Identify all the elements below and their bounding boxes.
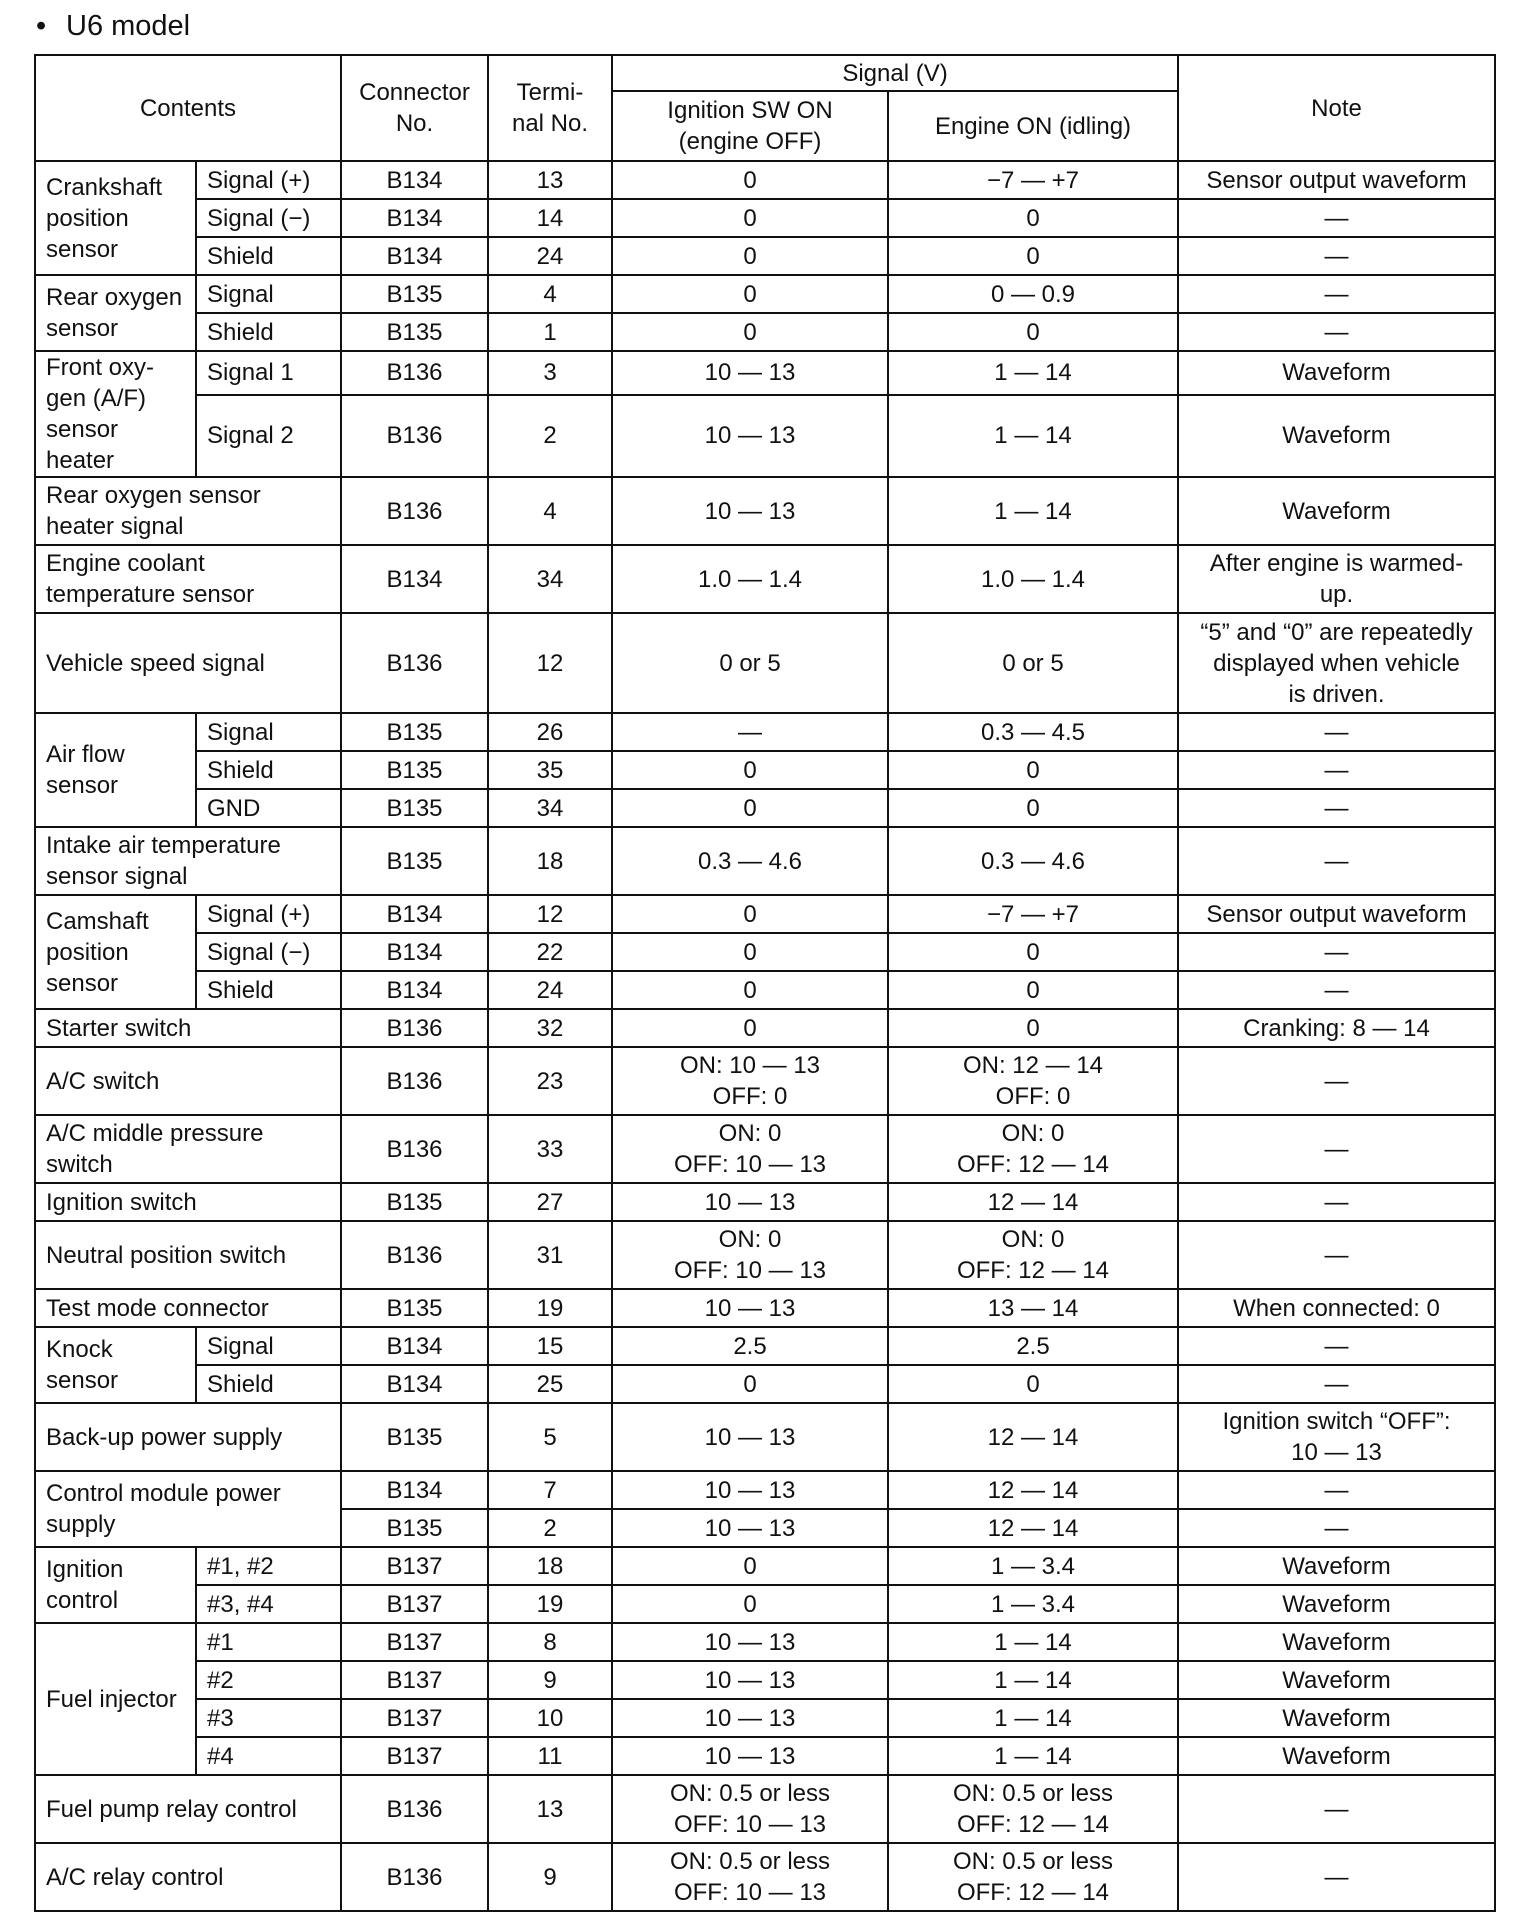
item-subtype: Signal 1 [196, 351, 341, 395]
signal-ign-cell: ON: 10 — 13 OFF: 0 [612, 1047, 888, 1115]
table-row [35, 1403, 1495, 1471]
note-cell: “5” and “0” are repeatedly displayed when vehicle is driven. [1178, 613, 1495, 713]
terminal-cell: 34 [488, 545, 612, 613]
connector-cell: B137 [341, 1737, 488, 1775]
signal-engine-cell: 2.5 [888, 1327, 1178, 1365]
signal-engine-cell: 12 — 14 [888, 1403, 1178, 1471]
item-name: Air flow sensor [35, 713, 196, 827]
table-row [35, 1047, 1495, 1115]
table-row [35, 613, 1495, 713]
note-cell: Waveform [1178, 1585, 1495, 1623]
item-subtype: Signal 2 [196, 395, 341, 477]
terminal-cell: 35 [488, 751, 612, 789]
table-body [35, 161, 1495, 1911]
item-name: Crankshaft position sensor [35, 161, 196, 275]
terminal-cell: 24 [488, 971, 612, 1009]
table-row [35, 713, 1495, 751]
signal-engine-cell: 1 — 14 [888, 351, 1178, 395]
signal-engine-cell: 0 [888, 199, 1178, 237]
connector-cell: B135 [341, 313, 488, 351]
connector-cell: B136 [341, 1047, 488, 1115]
signal-ign-cell: ON: 0.5 or less OFF: 10 — 13 [612, 1775, 888, 1843]
signal-ign-cell: 10 — 13 [612, 1737, 888, 1775]
table-row [35, 351, 1495, 395]
table-header [35, 55, 1495, 161]
table-row [35, 1585, 1495, 1623]
connector-cell: B135 [341, 275, 488, 313]
item-name: Fuel injector [35, 1623, 196, 1775]
signal-ign-cell: 10 — 13 [612, 1289, 888, 1327]
signal-table [34, 54, 1496, 1912]
item-subtype: Shield [196, 313, 341, 351]
terminal-cell: 2 [488, 1509, 612, 1547]
signal-ign-cell: 2.5 [612, 1327, 888, 1365]
item-name: Front oxy- gen (A/F) sensor heater [35, 351, 196, 477]
table-row [35, 1221, 1495, 1289]
signal-engine-cell: ON: 0 OFF: 12 — 14 [888, 1115, 1178, 1183]
header-terminal: Termi- nal No. [488, 55, 612, 161]
item-subtype: #1 [196, 1623, 341, 1661]
signal-ign-cell: 0 [612, 751, 888, 789]
item-name: Rear oxygen sensor heater signal [35, 477, 341, 545]
note-cell: — [1178, 971, 1495, 1009]
item-name: Ignition switch [35, 1183, 341, 1221]
connector-cell: B135 [341, 751, 488, 789]
signal-ign-cell: 0 [612, 237, 888, 275]
signal-engine-cell: 1 — 14 [888, 395, 1178, 477]
signal-ign-cell: — [612, 713, 888, 751]
signal-ign-cell: 0 [612, 1009, 888, 1047]
signal-engine-cell: 1 — 14 [888, 1623, 1178, 1661]
signal-engine-cell: 1 — 3.4 [888, 1547, 1178, 1585]
signal-ign-cell: 10 — 13 [612, 1509, 888, 1547]
note-cell: — [1178, 933, 1495, 971]
connector-cell: B134 [341, 895, 488, 933]
note-cell: Waveform [1178, 1661, 1495, 1699]
table-row [35, 1115, 1495, 1183]
item-subtype: #3 [196, 1699, 341, 1737]
signal-engine-cell: 0 [888, 1365, 1178, 1403]
signal-ign-cell: ON: 0.5 or less OFF: 10 — 13 [612, 1843, 888, 1911]
table-row [35, 275, 1495, 313]
signal-engine-cell: 1 — 14 [888, 1699, 1178, 1737]
note-cell: — [1178, 1183, 1495, 1221]
item-name: Engine coolant temperature sensor [35, 545, 341, 613]
terminal-cell: 1 [488, 313, 612, 351]
table-row [35, 789, 1495, 827]
terminal-cell: 33 [488, 1115, 612, 1183]
signal-ign-cell: 0 [612, 1547, 888, 1585]
signal-engine-cell: 12 — 14 [888, 1509, 1178, 1547]
header-ignition-sw-on: Ignition SW ON (engine OFF) [612, 91, 888, 161]
connector-cell: B137 [341, 1585, 488, 1623]
terminal-cell: 18 [488, 1547, 612, 1585]
note-cell: Waveform [1178, 351, 1495, 395]
terminal-cell: 7 [488, 1471, 612, 1509]
item-subtype: #2 [196, 1661, 341, 1699]
signal-engine-cell: 0 [888, 933, 1178, 971]
signal-ign-cell: 10 — 13 [612, 1661, 888, 1699]
note-cell: Waveform [1178, 1737, 1495, 1775]
table-row [35, 933, 1495, 971]
item-name: Control module power supply [35, 1471, 341, 1547]
terminal-cell: 12 [488, 895, 612, 933]
connector-cell: B134 [341, 161, 488, 199]
note-cell: — [1178, 1365, 1495, 1403]
signal-ign-cell: 10 — 13 [612, 1471, 888, 1509]
note-cell: When connected: 0 [1178, 1289, 1495, 1327]
signal-ign-cell: 0 [612, 895, 888, 933]
terminal-cell: 31 [488, 1221, 612, 1289]
item-subtype: GND [196, 789, 341, 827]
item-name: Ignition control [35, 1547, 196, 1623]
signal-engine-cell: 0 [888, 789, 1178, 827]
terminal-cell: 19 [488, 1289, 612, 1327]
table-row [35, 971, 1495, 1009]
signal-engine-cell: −7 — +7 [888, 161, 1178, 199]
item-name: Neutral position switch [35, 1221, 341, 1289]
note-cell: Ignition switch “OFF”: 10 — 13 [1178, 1403, 1495, 1471]
connector-cell: B134 [341, 1365, 488, 1403]
item-name: Intake air temperature sensor signal [35, 827, 341, 895]
item-subtype: Signal (+) [196, 161, 341, 199]
connector-cell: B134 [341, 199, 488, 237]
note-cell: — [1178, 1115, 1495, 1183]
connector-cell: B135 [341, 713, 488, 751]
signal-engine-cell: ON: 12 — 14 OFF: 0 [888, 1047, 1178, 1115]
terminal-cell: 18 [488, 827, 612, 895]
table-row [35, 1547, 1495, 1585]
note-cell: Waveform [1178, 477, 1495, 545]
note-cell: — [1178, 1221, 1495, 1289]
table-row [35, 1699, 1495, 1737]
connector-cell: B135 [341, 1403, 488, 1471]
signal-ign-cell: ON: 0 OFF: 10 — 13 [612, 1221, 888, 1289]
terminal-cell: 8 [488, 1623, 612, 1661]
terminal-cell: 12 [488, 613, 612, 713]
signal-engine-cell: 0 [888, 751, 1178, 789]
signal-engine-cell: 0 [888, 971, 1178, 1009]
note-cell: Waveform [1178, 1547, 1495, 1585]
signal-engine-cell: 0 [888, 237, 1178, 275]
item-name: Starter switch [35, 1009, 341, 1047]
signal-engine-cell: 12 — 14 [888, 1183, 1178, 1221]
table-row [35, 199, 1495, 237]
connector-cell: B135 [341, 1289, 488, 1327]
signal-ign-cell: 10 — 13 [612, 395, 888, 477]
table-row [35, 313, 1495, 351]
signal-engine-cell: 13 — 14 [888, 1289, 1178, 1327]
signal-engine-cell: 1 — 14 [888, 1737, 1178, 1775]
note-cell: — [1178, 1843, 1495, 1911]
note-cell: — [1178, 827, 1495, 895]
note-cell: — [1178, 199, 1495, 237]
signal-engine-cell: ON: 0 OFF: 12 — 14 [888, 1221, 1178, 1289]
signal-engine-cell: 0 [888, 313, 1178, 351]
signal-engine-cell: 1.0 — 1.4 [888, 545, 1178, 613]
table-row [35, 545, 1495, 613]
terminal-cell: 32 [488, 1009, 612, 1047]
note-cell: — [1178, 751, 1495, 789]
connector-cell: B137 [341, 1623, 488, 1661]
note-cell: Sensor output waveform [1178, 161, 1495, 199]
signal-ign-cell: 0 [612, 1585, 888, 1623]
connector-cell: B135 [341, 1183, 488, 1221]
item-subtype: Shield [196, 237, 341, 275]
item-subtype: Signal (−) [196, 199, 341, 237]
item-subtype: Shield [196, 1365, 341, 1403]
connector-cell: B134 [341, 971, 488, 1009]
table-row [35, 1327, 1495, 1365]
table-row [35, 895, 1495, 933]
item-subtype: Signal [196, 713, 341, 751]
item-subtype: Shield [196, 971, 341, 1009]
terminal-cell: 19 [488, 1585, 612, 1623]
terminal-cell: 4 [488, 275, 612, 313]
terminal-cell: 24 [488, 237, 612, 275]
connector-cell: B136 [341, 1009, 488, 1047]
signal-ign-cell: 0.3 — 4.6 [612, 827, 888, 895]
table-row [35, 1289, 1495, 1327]
signal-ign-cell: ON: 0 OFF: 10 — 13 [612, 1115, 888, 1183]
connector-cell: B135 [341, 827, 488, 895]
item-name: Back-up power supply [35, 1403, 341, 1471]
note-cell: — [1178, 237, 1495, 275]
connector-cell: B136 [341, 1843, 488, 1911]
item-subtype: #4 [196, 1737, 341, 1775]
terminal-cell: 5 [488, 1403, 612, 1471]
header-connector: Connector No. [341, 55, 488, 161]
heading-text: U6 model [66, 10, 191, 42]
terminal-cell: 2 [488, 395, 612, 477]
signal-ign-cell: 10 — 13 [612, 1623, 888, 1661]
item-name: Vehicle speed signal [35, 613, 341, 713]
item-subtype: Signal [196, 275, 341, 313]
signal-ign-cell: 10 — 13 [612, 1403, 888, 1471]
signal-ign-cell: 0 [612, 971, 888, 1009]
item-subtype: Shield [196, 751, 341, 789]
note-cell: — [1178, 713, 1495, 751]
terminal-cell: 3 [488, 351, 612, 395]
signal-ign-cell: 0 or 5 [612, 613, 888, 713]
note-cell: — [1178, 313, 1495, 351]
table-row [35, 1183, 1495, 1221]
terminal-cell: 4 [488, 477, 612, 545]
item-name: Test mode connector [35, 1289, 341, 1327]
table-row [35, 1737, 1495, 1775]
terminal-cell: 22 [488, 933, 612, 971]
connector-cell: B134 [341, 237, 488, 275]
bullet-icon: • [36, 10, 47, 42]
connector-cell: B134 [341, 933, 488, 971]
connector-cell: B136 [341, 477, 488, 545]
connector-cell: B135 [341, 789, 488, 827]
terminal-cell: 15 [488, 1327, 612, 1365]
signal-ign-cell: 10 — 13 [612, 477, 888, 545]
item-name: Fuel pump relay control [35, 1775, 341, 1843]
note-cell: Cranking: 8 — 14 [1178, 1009, 1495, 1047]
header-note: Note [1178, 55, 1495, 161]
terminal-cell: 13 [488, 1775, 612, 1843]
table-row [35, 395, 1495, 477]
signal-engine-cell: ON: 0.5 or less OFF: 12 — 14 [888, 1843, 1178, 1911]
note-cell: — [1178, 1775, 1495, 1843]
table-row [35, 1009, 1495, 1047]
connector-cell: B136 [341, 1775, 488, 1843]
signal-ign-cell: 0 [612, 933, 888, 971]
signal-engine-cell: 0 — 0.9 [888, 275, 1178, 313]
connector-cell: B134 [341, 1471, 488, 1509]
note-cell: Waveform [1178, 1699, 1495, 1737]
signal-ign-cell: 10 — 13 [612, 351, 888, 395]
signal-engine-cell: 0.3 — 4.6 [888, 827, 1178, 895]
connector-cell: B137 [341, 1547, 488, 1585]
note-cell: Sensor output waveform [1178, 895, 1495, 933]
connector-cell: B137 [341, 1661, 488, 1699]
note-cell: Waveform [1178, 395, 1495, 477]
connector-cell: B136 [341, 1115, 488, 1183]
terminal-cell: 11 [488, 1737, 612, 1775]
section-heading [36, 6, 190, 46]
connector-cell: B136 [341, 613, 488, 713]
table-row [35, 237, 1495, 275]
item-subtype: #1, #2 [196, 1547, 341, 1585]
item-subtype: #3, #4 [196, 1585, 341, 1623]
item-name: A/C switch [35, 1047, 341, 1115]
connector-cell: B136 [341, 395, 488, 477]
connector-cell: B136 [341, 351, 488, 395]
connector-cell: B136 [341, 1221, 488, 1289]
table-row [35, 477, 1495, 545]
header-contents: Contents [35, 55, 341, 161]
item-name: A/C middle pressure switch [35, 1115, 341, 1183]
note-cell: After engine is warmed- up. [1178, 545, 1495, 613]
signal-ign-cell: 0 [612, 275, 888, 313]
terminal-cell: 25 [488, 1365, 612, 1403]
table-row [35, 161, 1495, 199]
item-subtype: Signal (+) [196, 895, 341, 933]
signal-engine-cell: 0 [888, 1009, 1178, 1047]
note-cell: Waveform [1178, 1623, 1495, 1661]
table-row [35, 751, 1495, 789]
note-cell: — [1178, 1327, 1495, 1365]
table-row [35, 1365, 1495, 1403]
signal-ign-cell: 0 [612, 1365, 888, 1403]
note-cell: — [1178, 1471, 1495, 1509]
item-name: Knock sensor [35, 1327, 196, 1403]
table-row [35, 1843, 1495, 1911]
signal-engine-cell: 0.3 — 4.5 [888, 713, 1178, 751]
table-row [35, 1661, 1495, 1699]
signal-engine-cell: 0 or 5 [888, 613, 1178, 713]
signal-engine-cell: 1 — 3.4 [888, 1585, 1178, 1623]
item-name: A/C relay control [35, 1843, 341, 1911]
terminal-cell: 23 [488, 1047, 612, 1115]
note-cell: — [1178, 1509, 1495, 1547]
table-row [35, 1623, 1495, 1661]
connector-cell: B137 [341, 1699, 488, 1737]
terminal-cell: 9 [488, 1843, 612, 1911]
note-cell: — [1178, 789, 1495, 827]
signal-engine-cell: 12 — 14 [888, 1471, 1178, 1509]
terminal-cell: 9 [488, 1661, 612, 1699]
signal-ign-cell: 0 [612, 313, 888, 351]
connector-cell: B134 [341, 545, 488, 613]
signal-ign-cell: 10 — 13 [612, 1699, 888, 1737]
signal-engine-cell: ON: 0.5 or less OFF: 12 — 14 [888, 1775, 1178, 1843]
signal-ign-cell: 1.0 — 1.4 [612, 545, 888, 613]
signal-engine-cell: 1 — 14 [888, 477, 1178, 545]
item-subtype: Signal [196, 1327, 341, 1365]
header-engine-on: Engine ON (idling) [888, 91, 1178, 161]
terminal-cell: 34 [488, 789, 612, 827]
item-name: Rear oxygen sensor [35, 275, 196, 351]
item-name: Camshaft position sensor [35, 895, 196, 1009]
table-row [35, 1471, 1495, 1509]
signal-ign-cell: 10 — 13 [612, 1183, 888, 1221]
signal-ign-cell: 0 [612, 161, 888, 199]
terminal-cell: 10 [488, 1699, 612, 1737]
signal-ign-cell: 0 [612, 199, 888, 237]
connector-cell: B135 [341, 1509, 488, 1547]
terminal-cell: 13 [488, 161, 612, 199]
terminal-cell: 14 [488, 199, 612, 237]
signal-engine-cell: 1 — 14 [888, 1661, 1178, 1699]
table-row [35, 1775, 1495, 1843]
header-signal: Signal (V) [612, 55, 1178, 91]
table-row [35, 827, 1495, 895]
signal-engine-cell: −7 — +7 [888, 895, 1178, 933]
terminal-cell: 26 [488, 713, 612, 751]
signal-ign-cell: 0 [612, 789, 888, 827]
note-cell: — [1178, 275, 1495, 313]
note-cell: — [1178, 1047, 1495, 1115]
terminal-cell: 27 [488, 1183, 612, 1221]
connector-cell: B134 [341, 1327, 488, 1365]
item-subtype: Signal (−) [196, 933, 341, 971]
